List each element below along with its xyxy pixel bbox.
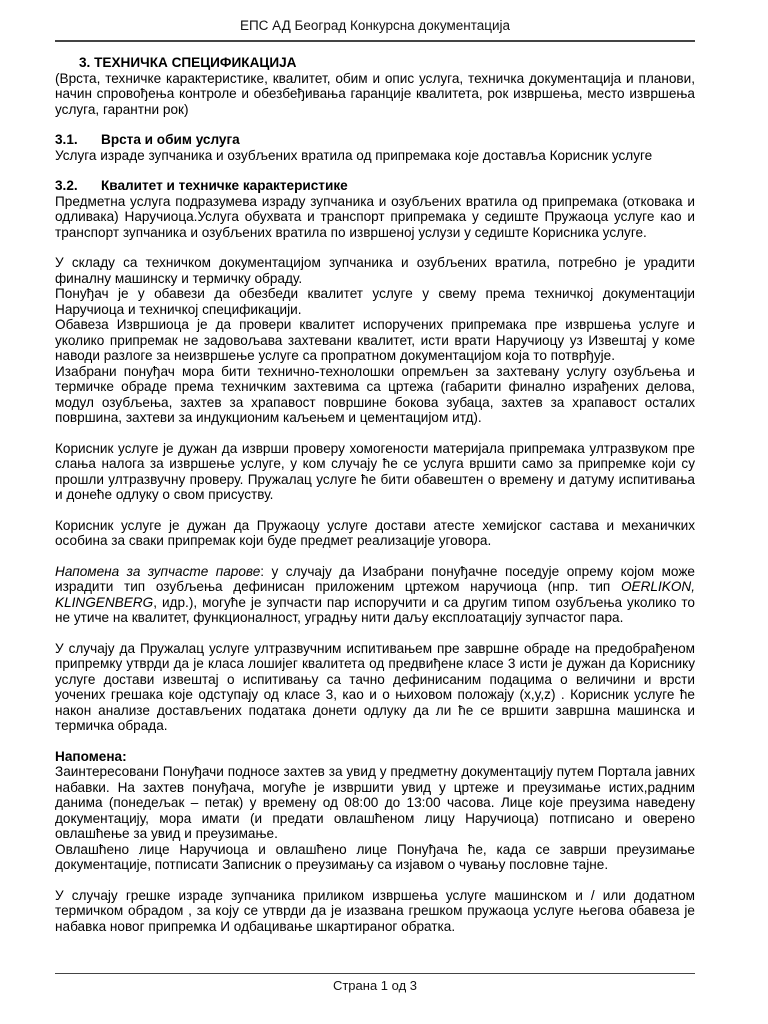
page-header: ЕПС АД Београд Конкурсна документација bbox=[239, 18, 511, 33]
brand-names: OERLIKON, KLINGENBERG bbox=[55, 579, 695, 610]
header-divider bbox=[55, 40, 695, 42]
subsection-title: Врста и обим услуга bbox=[101, 132, 240, 147]
subsection-title: Квалитет и техничке карактеристике bbox=[101, 178, 348, 193]
paragraph: У случају да Пружалац услуге ултразвучним испитивањем пре завршне обраде на предобрађеном припремку утврди да је класа лошијег квалитета од предвиђене класе 3 исти је дужан да Кориснику услуге достави извештај о испитивању са тачно дефинисаним подацима о величини и врсти уочених грешака које одступају од класе 3, као и о њиховом положају (x,y,z) . Корисник услуге ће након анализе достављених података донети одлуку да ли ће се вршити завршна машинска и термичка обрада. bbox=[55, 640, 695, 733]
paragraph: Овлашћено лице Наручиоца и овлашћено лице Понуђача ће, када се заврши преузимање документације, потписати Записник о преузимању са изјавом о чувању пословне тајне. bbox=[55, 841, 695, 872]
subsection-3-1-heading bbox=[55, 132, 695, 148]
note-label: Напомена: bbox=[55, 748, 127, 764]
subsection-number: 3.1. bbox=[55, 132, 78, 147]
paragraph: Заинтересовани Понуђачи подносе захтев за увид у предметну документацију путем Портала јавних набавки. На захтев понуђача, могуће је извршити увид у цртеже и преузимање истих,радним данима (понедељак – петак) у времену од 08:00 до 13:00 часова. Лице које преузима наведену документацију, мора имати (и предати овлашћеном лицу Наручиоца) потписано и оверено овлашћење за увид и преузимање. bbox=[55, 764, 695, 841]
paragraph: Обавеза Извршиоца је да провери квалитет испоручених припремака пре извршења услуге и уколико припремак не задовољава захтевани квалитет, исти врати Наручиоцу уз Извештај у коме наводи разлоге за неизвршење услуге са пропратном документацијом која то потврђује. bbox=[55, 317, 695, 363]
note-text: , идр.), могуће је зупчасти пар испоручити и са другим типом озубљења уколико то не утиче на квалитет, функционалност, уградњу нити даљу експлоатацију зупчастог пара. bbox=[55, 594, 695, 625]
paragraph: Изабрани понуђач мора бити технично-технолошки опремљен за захтевану услугу озубљења и термичке обраде према техничким захтевима са цртежа (габарити финално израђених делова, модул озубљења, захтев за храпавост површине бокова зубаца, захтев за храпавост осталих површина, захтеви за индукционим каљењем и цементацијом итд). bbox=[55, 363, 695, 425]
paragraph: Корисник услуге је дужан да Пружаоцу услуге достави атесте хемијског састава и механичких особина за сваки припремак који буде предмет реализације уговора. bbox=[55, 517, 695, 548]
footer-divider bbox=[55, 973, 695, 974]
paragraph: Понуђач је у обавези да обезбеди квалитет услуге у свему према техничкој документацији Наручиоца и техничкој спецификацији. bbox=[55, 286, 695, 317]
paragraph: Корисник услуге је дужан да изврши проверу хомогености материјала припремака ултразвуком пре слања налога за извршење услуге, у ком случају ће се услуга вршити само за припремке који су прошли ултразвучну проверу. Пружалац услуге ће бити обавештен о времену и датуму испитивања и донеће одлуку о свом присуству. bbox=[55, 440, 695, 502]
page-number: Страна 1 од 3 bbox=[332, 978, 418, 993]
subsection-number: 3.2. bbox=[55, 178, 78, 193]
gear-pairs-note bbox=[55, 564, 695, 626]
subsection-3-2-heading bbox=[55, 178, 695, 194]
paragraph: У случају грешке израде зупчаника приликом извршења услуге машинском и / или додатном термичком обрадом , за коју се утврди да је изазвана грешком пружаоца услуге његова обавеза је набавка новог припремка И одбацивање шкартираног обратка. bbox=[55, 887, 695, 934]
section-title: 3. ТЕХНИЧКА СПЕЦИФИКАЦИЈА bbox=[79, 55, 297, 70]
document-body bbox=[55, 55, 695, 934]
paragraph: Предметна услуга подразумева израду зупчаника и озубљених вратила од припремака (отковака и одливака) Наручиоца.Услуга обухвата и транспорт припремака у седиште Пружаоца услуге као и транспорт зупчаника и озубљених вратила по извршеној услузи у седиште Корисника услуге. bbox=[55, 193, 695, 240]
section-intro: (Врста, техничке карактеристике, квалитет, обим и опис услуга, техничка документација и планови, начин спровођења контроле и обезбеђивања гаранције квалитета, рок извршења, место извршења услуга, гарантни рок) bbox=[55, 70, 695, 117]
subsection-3-1-text: Услуга израде зупчаника и озубљених вратила од припремака које доставља Корисник услуге bbox=[55, 147, 653, 163]
note-italic-label: Напомена за зупчасте парове bbox=[55, 563, 261, 579]
note-text: : у случају да Изабрани понуђачне поседује опрему којом може израдити тип озубљења дефинисан приложеним цртежом наручиоца (нпр. тип bbox=[55, 563, 695, 594]
paragraph: У складу са техничком документацијом зупчаника и озубљених вратила, потребно је урадити финалну машинску и термичку обраду. bbox=[55, 255, 695, 286]
